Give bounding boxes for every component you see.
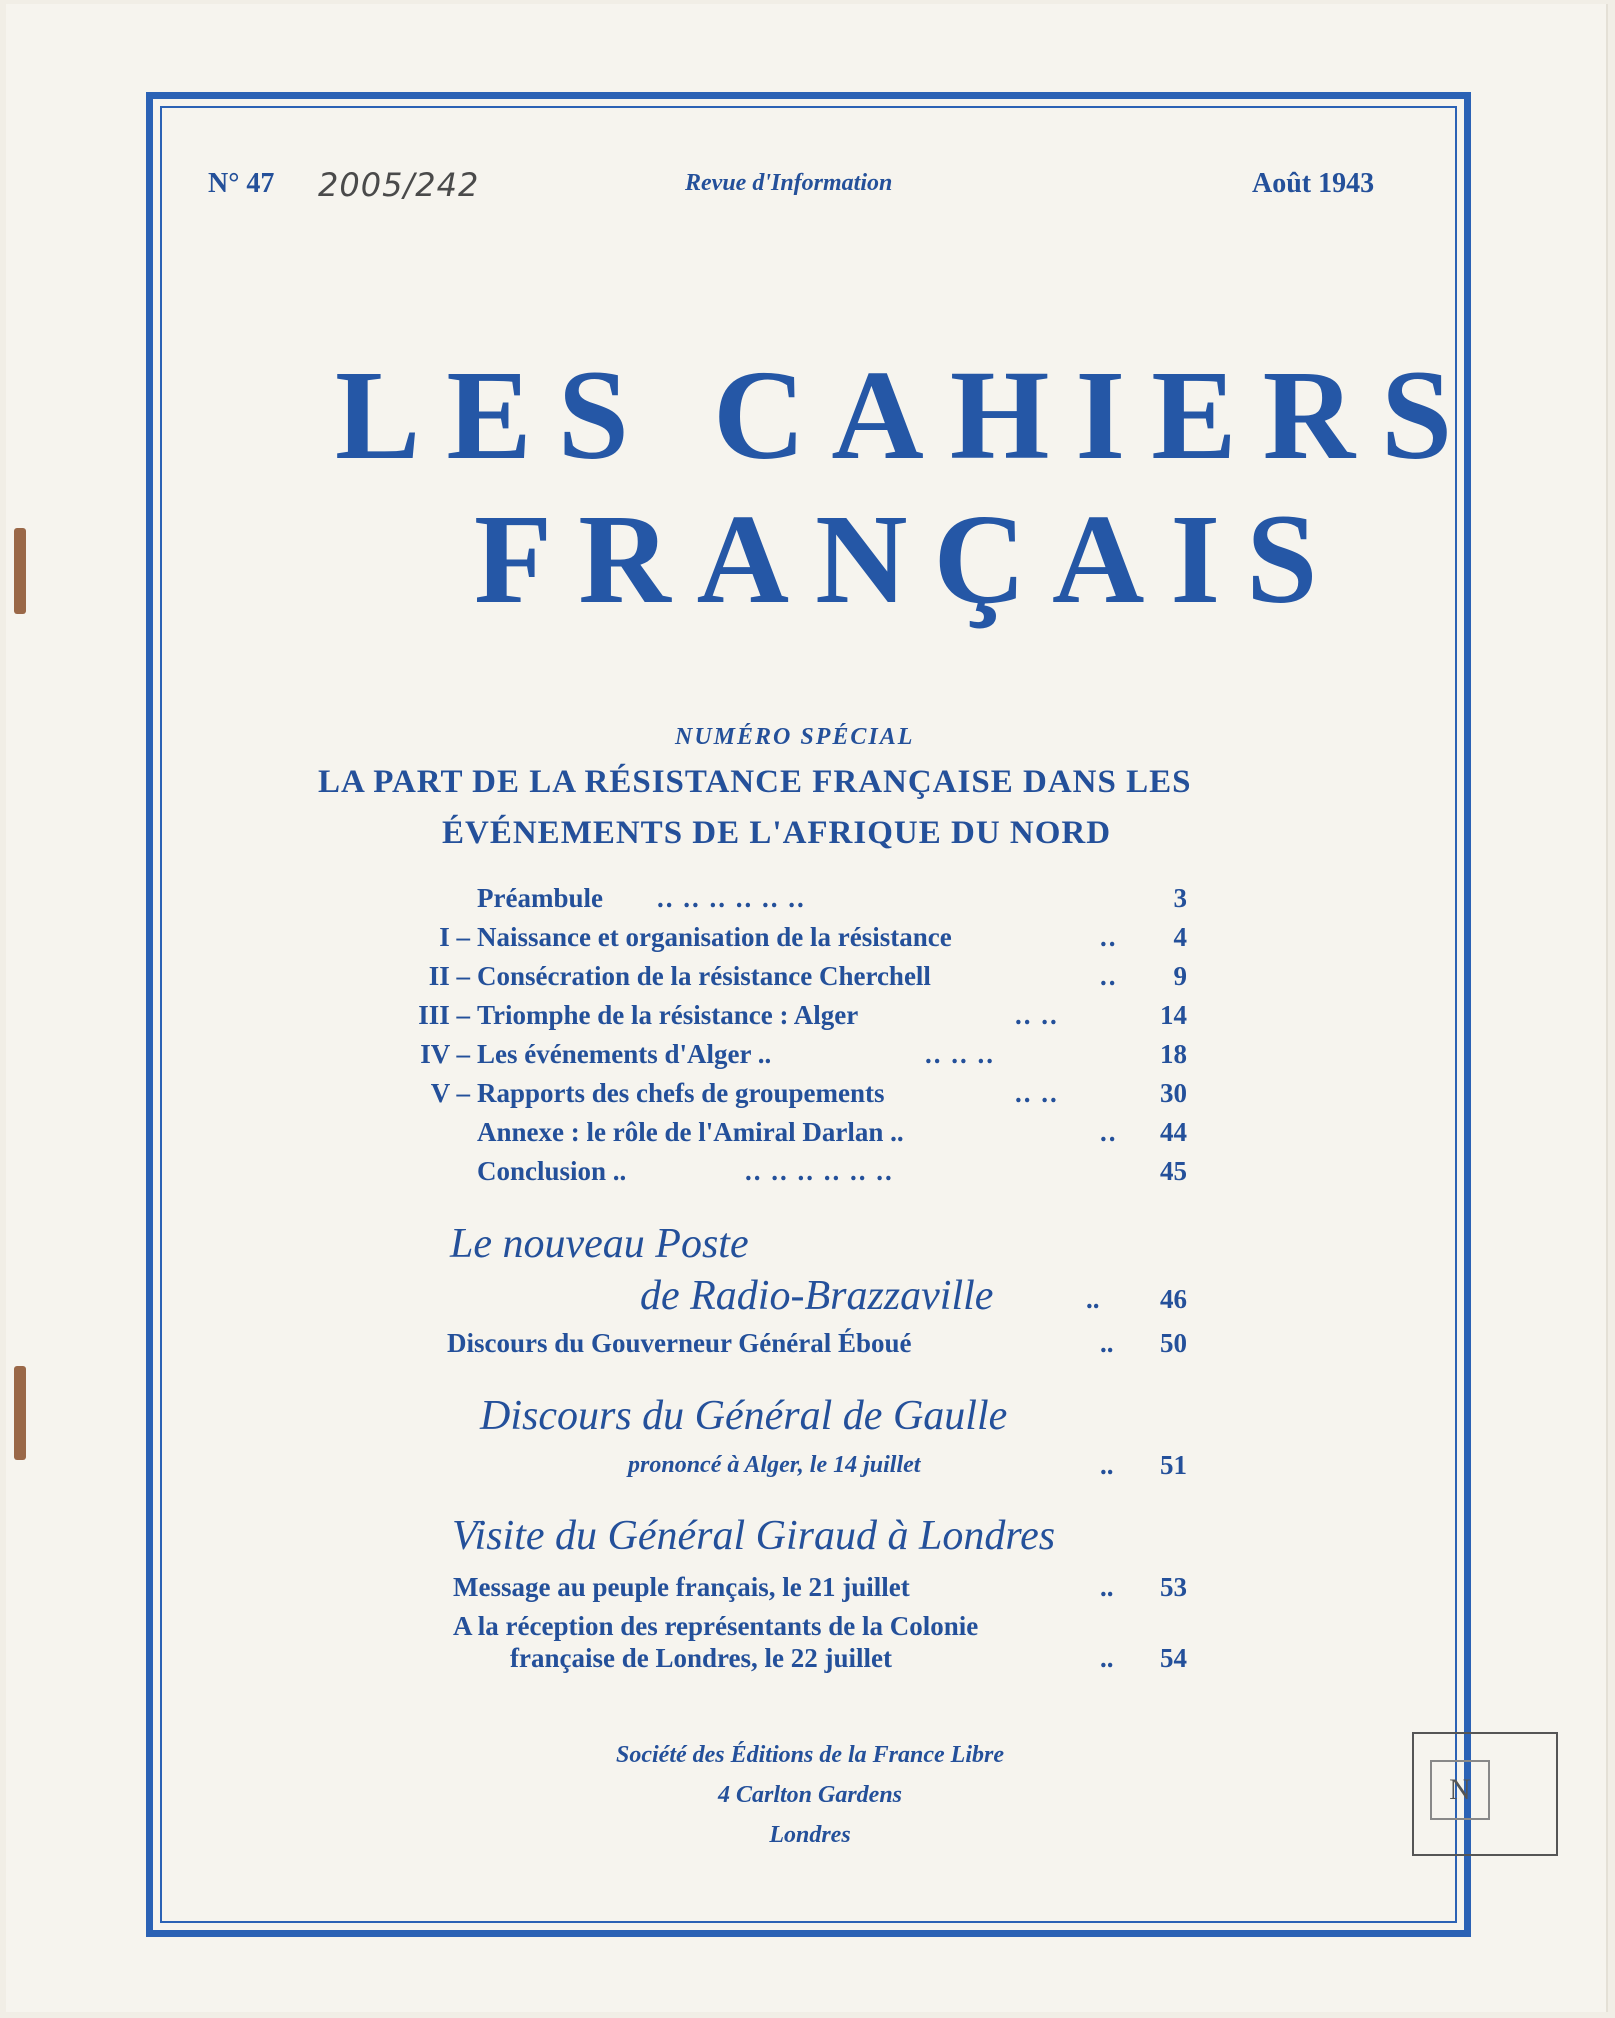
giraud-message: Message au peuple français, le 21 juillet [453,1572,910,1602]
radio-heading-page: 46 [1160,1284,1187,1314]
staple-bottom [14,1366,26,1460]
publisher-address: 4 Carlton Gardens [717,1782,903,1808]
toc-number: II – [428,961,470,991]
toc-page: 3 [1173,883,1187,913]
toc-label: Conclusion .. [477,1156,627,1186]
toc-page: 9 [1173,961,1187,991]
toc-number: I – [439,922,470,952]
toc-row [0,1039,1615,1075]
gaulle-page: 51 [1160,1450,1187,1480]
eboue-speech: Discours du Gouverneur Général Éboué [447,1328,912,1358]
toc-number: IV – [420,1039,470,1069]
toc-row [0,883,1615,919]
giraud-reception-line-2: française de Londres, le 22 juillet [510,1643,892,1673]
title-line-2: FRANÇAIS [474,488,1344,630]
toc-page: 14 [1160,1000,1187,1030]
toc-leader: .. .. [1015,1000,1059,1030]
giraud-message-page: 53 [1160,1572,1187,1602]
issue-date: Août 1943 [1252,168,1375,199]
toc-number: III – [418,1000,470,1030]
toc-label: Annexe : le rôle de l'Amiral Darlan .. [477,1117,904,1147]
eboue-leader: .. [1100,1328,1114,1358]
giraud-heading: Visite du Général Giraud à Londres [452,1513,1056,1559]
publisher-city: Londres [769,1822,851,1848]
radio-heading-leader: .. [1086,1284,1100,1314]
radio-heading-line-2: de Radio-Brazzaville [640,1273,994,1319]
toc-leader: .. [1100,961,1118,991]
gaulle-subheading: prononcé à Alger, le 14 juillet [628,1452,921,1478]
toc-leader: .. [1100,1117,1118,1147]
staple-top [14,528,26,614]
toc-page: 30 [1160,1078,1187,1108]
toc-page: 4 [1173,922,1187,952]
toc-page: 45 [1160,1156,1187,1186]
toc-leader: .. .. .. .. .. .. [745,1156,894,1186]
toc-page: 44 [1160,1117,1187,1147]
giraud-reception-leader: .. [1100,1643,1114,1673]
toc-label: Triomphe de la résistance : Alger [477,1000,859,1030]
handwritten-reference: 2005/242 [318,166,480,204]
toc-leader: .. .. .. .. .. .. [657,883,806,913]
special-issue-label: NUMÉRO SPÉCIAL [675,724,915,750]
toc-row [0,1156,1615,1192]
special-title-line-2: ÉVÉNEMENTS DE L'AFRIQUE DU NORD [442,815,1112,851]
library-stamp [1412,1732,1558,1856]
toc-number: V – [430,1078,470,1108]
revue-label: Revue d'Information [685,170,893,196]
toc-label: Les événements d'Alger .. [477,1039,772,1069]
title-line-1: LES CAHIERS [335,344,1479,486]
radio-heading-line-1: Le nouveau Poste [450,1221,749,1267]
toc-row [0,1117,1615,1153]
gaulle-heading: Discours du Général de Gaulle [480,1393,1008,1439]
stamp-mark: N [1430,1760,1490,1820]
giraud-reception-line-1: A la réception des représentants de la Colonie [453,1611,979,1641]
gaulle-leader: .. [1100,1450,1114,1480]
giraud-reception-page: 54 [1160,1643,1187,1673]
toc-row [0,1078,1615,1114]
toc-leader: .. .. [1015,1078,1059,1108]
toc-label: Préambule [477,883,603,913]
giraud-message-leader: .. [1100,1572,1114,1602]
toc-label: Consécration de la résistance Cherchell [477,961,931,991]
publisher-name: Société des Éditions de la France Libre [616,1742,1004,1768]
toc-row [0,1000,1615,1036]
issue-number: N° 47 [208,168,275,199]
toc-row [0,922,1615,958]
special-title-line-1: LA PART DE LA RÉSISTANCE FRANÇAISE DANS LES [318,764,1192,800]
toc-leader: .. .. .. [925,1039,995,1069]
toc-label: Rapports des chefs de groupements [477,1078,885,1108]
eboue-page: 50 [1160,1328,1187,1358]
toc-label: Naissance et organisation de la résistance [477,922,952,952]
toc-page: 18 [1160,1039,1187,1069]
toc-row [0,961,1615,997]
toc-leader: .. [1100,922,1118,952]
